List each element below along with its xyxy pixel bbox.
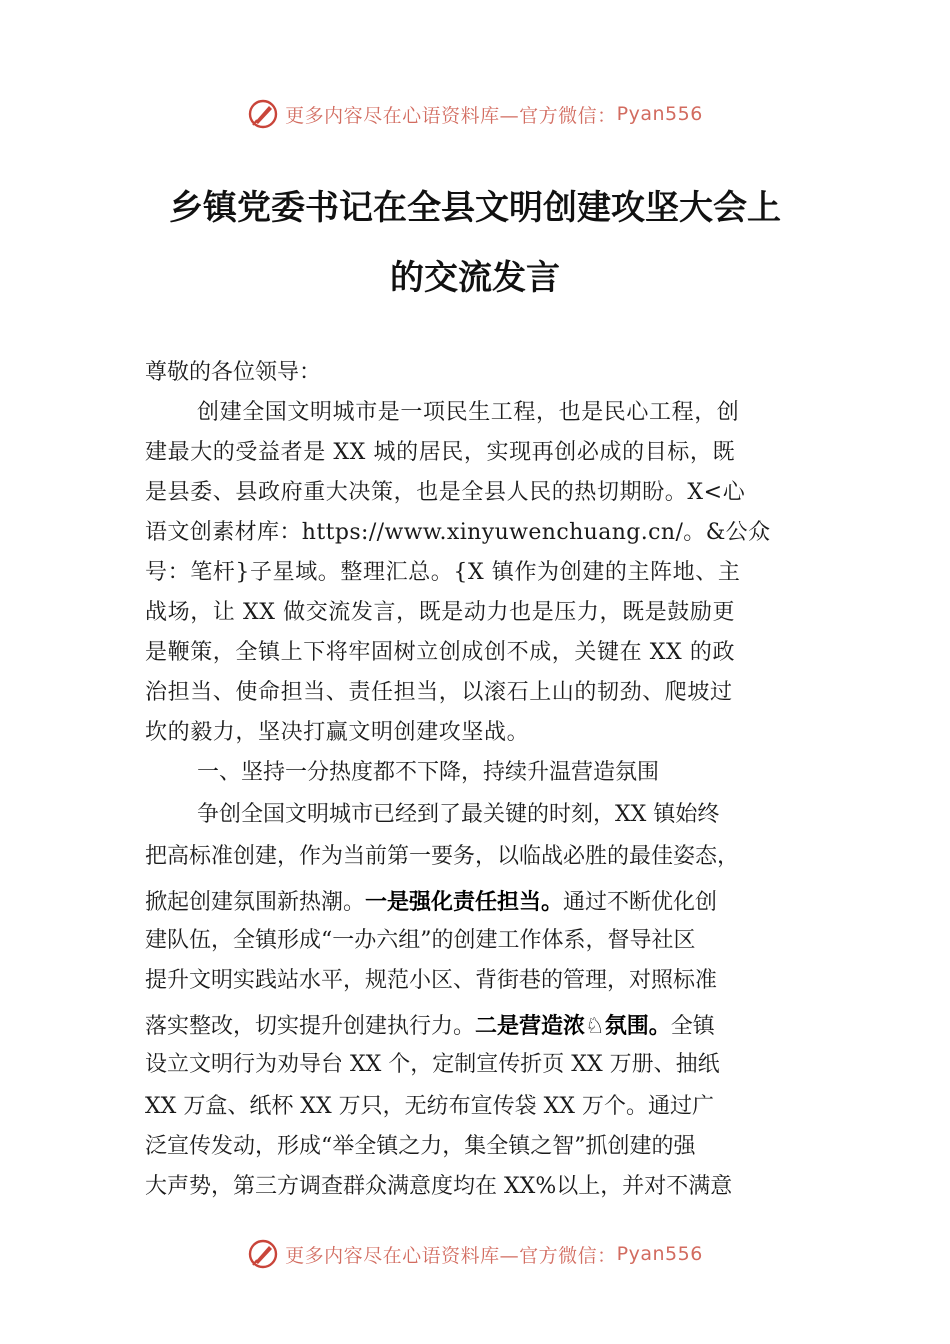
paragraph-2-text: 掀起创建氛围新热潮。 <box>145 890 366 915</box>
document-title-line-1: 乡镇党委书记在全县文明创建攻坚大会上 <box>169 188 781 228</box>
wechat-id: Pyan556 <box>616 1243 703 1265</box>
paragraph-1-line: 治担当、使命担当、责任担当，以滚石上山的韧劲、爬坡过 <box>145 680 733 705</box>
paragraph-2-line <box>145 1012 715 1042</box>
paragraph-2-text: 全镇 <box>670 1014 715 1039</box>
paragraph-2-line: 泛宣传发动，形成“举全镇之力，集全镇之智”抓创建的强 <box>145 1134 696 1159</box>
paragraph-2-line: 把高标准创建，作为当前第一要务，以临战必胜的最佳姿态， <box>145 844 740 869</box>
paragraph-1-line: 是鞭策，全镇上下将牢固树立创成创不成，关键在 XX 的政 <box>145 640 736 665</box>
paragraph-1-line: 建最大的受益者是 XX 城的居民，实现再创必成的目标，既 <box>145 440 736 465</box>
paragraph-2-line <box>145 888 717 918</box>
paragraph-1-line: 是县委、县政府重大决策，也是全县人民的热切期盼。X<心 <box>145 480 746 505</box>
salutation: 尊敬的各位领导： <box>145 360 322 385</box>
paragraph-1-line: 创建全国文明城市是一项民生工程，也是民心工程，创 <box>197 400 740 425</box>
paragraph-1-line: 号：笔杆}子星域。整理汇总。{X 镇作为创建的主阵地、主 <box>145 560 741 585</box>
paragraph-2-line: 提升文明实践站水平，规范小区、背街巷的管理，对照标准 <box>145 968 718 993</box>
watermark-text: 更多内容尽在心语资料库—官方微信： <box>285 1244 617 1267</box>
quill-logo-icon <box>247 98 279 130</box>
header-watermark <box>0 94 950 134</box>
bold-point-1: 一是强化责任担当。 <box>365 890 564 915</box>
paragraph-1-line: 战场，让 XX 做交流发言，既是动力也是压力，既是鼓励更 <box>145 600 736 625</box>
paragraph-2-text: 通过不断优化创 <box>563 890 718 915</box>
wechat-id: Pyan556 <box>616 103 703 125</box>
paragraph-2-line: 设立文明行为劝导台 XX 个，定制宣传折页 XX 万册、抽纸 <box>145 1052 720 1077</box>
bold-point-2: 二是营造浓♘氛围。 <box>475 1014 671 1039</box>
footer-watermark <box>0 1234 950 1274</box>
paragraph-2-line: 争创全国文明城市已经到了最关键的时刻，XX 镇始终 <box>197 802 720 827</box>
paragraph-2-line: 大声势，第三方调查群众满意度均在 XX%以上，并对不满意 <box>145 1174 733 1199</box>
paragraph-2-text: 落实整改，切实提升创建执行力。 <box>145 1014 476 1039</box>
paragraph-1-line: 坎的毅力，坚决打赢文明创建攻坚战。 <box>145 720 530 745</box>
paragraph-1-line: 语文创素材库：https://www.xinyuwenchuang.cn/。&公众 <box>145 520 771 545</box>
document-title-line-2: 的交流发言 <box>390 258 560 298</box>
section-1-heading: 一、坚持一分热度都不下降，持续升温营造氛围 <box>197 760 660 785</box>
watermark-text: 更多内容尽在心语资料库—官方微信： <box>285 104 617 127</box>
quill-logo-icon <box>247 1238 279 1270</box>
paragraph-2-line: 建队伍，全镇形成“一办六组”的创建工作体系，督导社区 <box>145 928 696 953</box>
paragraph-2-line: XX 万盒、纸杯 XX 万只，无纺布宣传袋 XX 万个。通过广 <box>145 1094 714 1119</box>
